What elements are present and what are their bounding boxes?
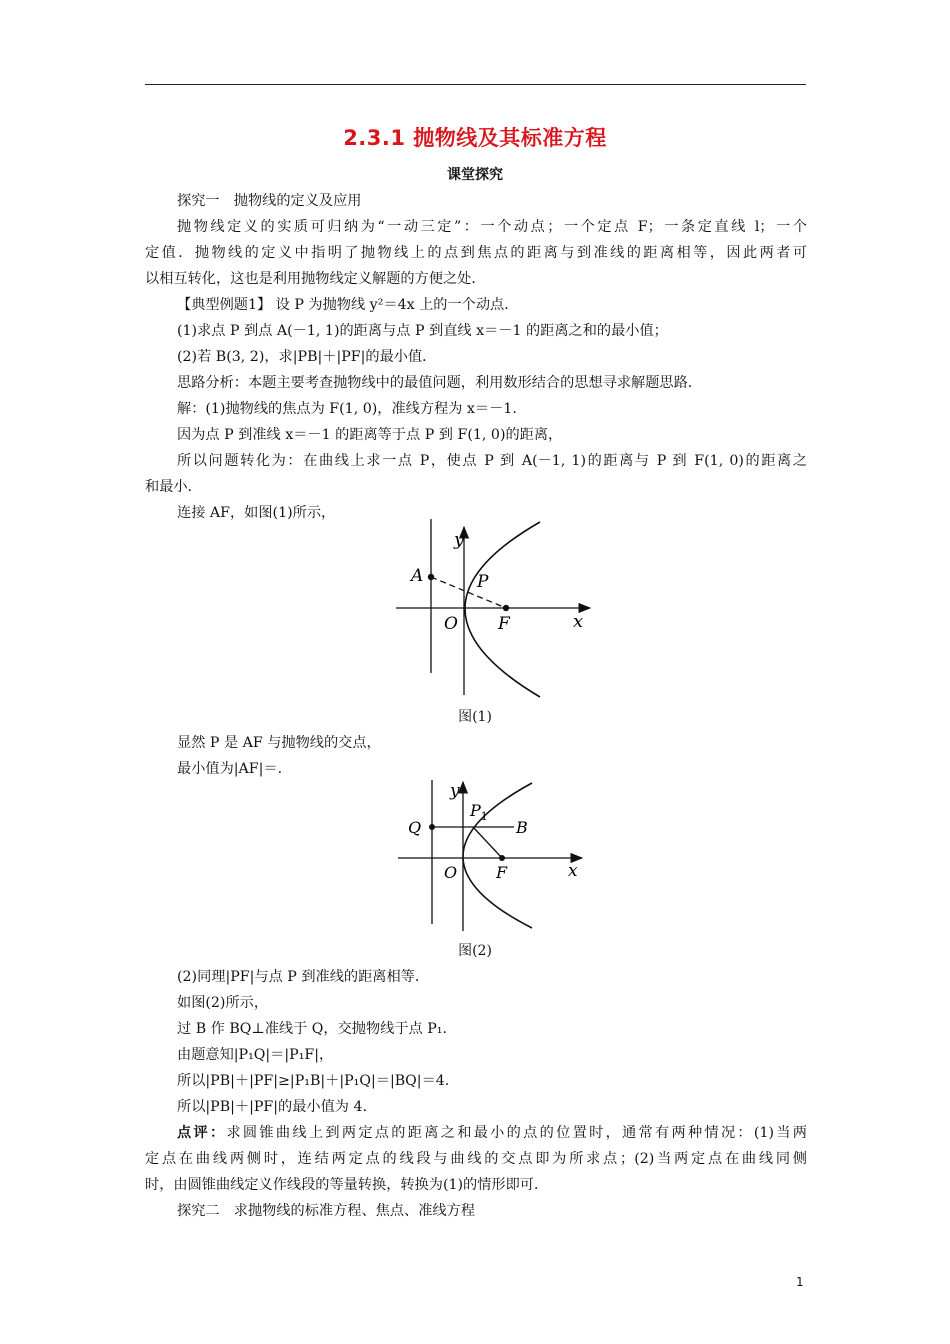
solution-line: 所以|PB|＋|PF|的最小值为 4.: [177, 1099, 368, 1115]
figure-1-caption: 图(1): [458, 709, 492, 725]
comment-label: 点评：: [177, 1125, 227, 1141]
point-f: [503, 605, 509, 611]
parabola-curve: [465, 522, 540, 697]
point-f: [499, 855, 505, 861]
solution-line: 连接 AF，如图(1)所示，: [177, 505, 336, 521]
label-x: x: [568, 861, 578, 881]
solution-line: 所以问题转化为：在曲线上求一点 P，使点 P 到 A(－1, 1)的距离与 P 到 F(1, 0)的距离之: [177, 453, 807, 469]
label-o: O: [444, 614, 458, 634]
figure-2-parabola: [392, 776, 592, 936]
paragraph-line: 定值．抛物线的定义中指明了抛物线上的点到焦点的距离与到准线的距离相等，因此两者可: [145, 245, 807, 261]
label-p1: [469, 801, 488, 823]
page-title: 2.3.1 抛物线及其标准方程: [343, 126, 607, 150]
comment-text: 求圆锥曲线上到两定点的距离之和最小的点的位置时，通常有两种情况：(1)当两: [226, 1125, 807, 1141]
example-heading: 【典型例题1】 设 P 为抛物线 y²＝4x 上的一个动点．: [177, 297, 519, 313]
label-a: A: [411, 566, 424, 586]
solution-line: 由题意知|P₁Q|＝|P₁F|，: [177, 1047, 334, 1063]
solution-line: 因为点 P 到准线 x＝－1 的距离等于点 P 到 F(1, 0)的距离，: [177, 427, 563, 443]
segment-p1f: [473, 827, 502, 858]
label-q: Q: [408, 818, 422, 837]
label-p: P: [470, 801, 481, 820]
point-q: [429, 824, 435, 830]
section-subtitle: 课堂探究: [447, 167, 503, 183]
point-a: [428, 574, 434, 580]
figure-2-caption: 图(2): [458, 943, 492, 959]
solution-line: 如图(2)所示，: [177, 995, 269, 1011]
heading-explore-1: 探究一 抛物线的定义及应用: [177, 193, 362, 209]
label-f: F: [498, 614, 510, 634]
solution-line: 所以|PB|＋|PF|≥|P₁B|＋|P₁Q|＝|BQ|＝4.: [177, 1073, 450, 1089]
comment-line: 时，由圆锥曲线定义作线段的等量转换，转换为(1)的情形即可．: [145, 1177, 549, 1193]
solution-line: 和最小．: [145, 479, 202, 495]
heading-explore-2: 探究二 求抛物线的标准方程、焦点、准线方程: [177, 1203, 475, 1219]
label-y: y: [454, 529, 465, 550]
solution-line: 最小值为|AF|＝.: [177, 761, 283, 777]
solution-line: 显然 P 是 AF 与抛物线的交点，: [177, 735, 381, 751]
page-number: 1: [796, 1275, 804, 1289]
solution-line: (2)同理|PF|与点 P 到准线的距离相等．: [177, 969, 430, 985]
label-o: O: [444, 863, 458, 882]
label-y: y: [450, 781, 460, 801]
header-rule: [145, 84, 806, 85]
segment-af: [431, 577, 506, 608]
comment-line: [145, 1123, 807, 1143]
solution-line: 过 B 作 BQ⊥准线于 Q，交抛物线于点 P₁.: [177, 1021, 447, 1037]
label-b: B: [516, 818, 528, 837]
label-x: x: [573, 611, 584, 632]
label-p: P: [477, 572, 489, 592]
question-1: (1)求点 P 到点 A(－1, 1)的距离与点 P 到直线 x＝－1 的距离之和的最小值；: [177, 323, 668, 339]
analysis-line: 思路分析：本题主要考查抛物线中的最值问题，利用数形结合的思想寻求解题思路．: [177, 375, 702, 391]
paragraph-line: 以相互转化，这也是利用抛物线定义解题的方便之处．: [145, 271, 486, 287]
solution-line: 解：(1)抛物线的焦点为 F(1, 0)，准线方程为 x＝－1.: [177, 401, 517, 417]
comment-line: 定点在曲线两侧时，连结两定点的线段与曲线的交点即为所求点；(2)当两定点在曲线同侧: [145, 1151, 807, 1167]
figure-1-parabola: [390, 515, 600, 700]
label-f: F: [496, 863, 508, 882]
paragraph-line: 抛物线定义的实质可归纳为“一动三定”：一个动点；一个定点 F；一条定直线 l；一个: [177, 219, 807, 235]
question-2: (2)若 B(3, 2)，求|PB|＋|PF|的最小值．: [177, 349, 437, 365]
label-p-subscript: 1: [480, 810, 488, 823]
